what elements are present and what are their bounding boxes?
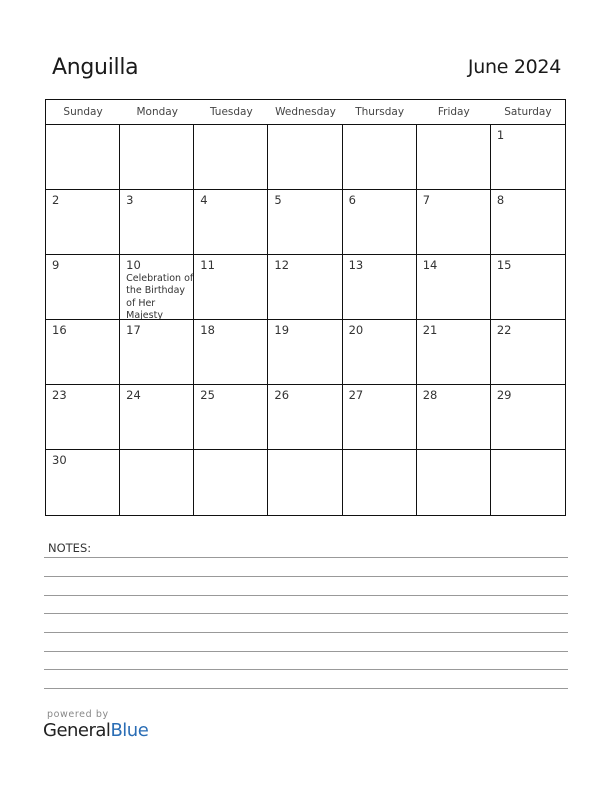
day-number: 17 [126,323,141,337]
day-cell [417,125,491,190]
brand-blue: Blue [110,720,149,741]
day-cell [343,190,417,255]
day-number: 4 [200,193,208,207]
generalblue-logo [43,720,148,741]
day-cell [120,450,194,515]
day-number: 19 [274,323,290,337]
weekday-thursday: Thursday [355,106,405,118]
day-number: 13 [348,258,364,272]
day-number: 16 [52,323,67,337]
day-number: 21 [422,323,438,337]
country-title: Anguilla [52,55,139,80]
day-cell [120,125,194,190]
day-cell [417,255,491,320]
day-number: 9 [52,258,60,272]
day-cell [491,320,565,385]
calendar-grid [45,99,566,516]
day-number: 27 [348,388,364,402]
notes-line [44,557,568,558]
day-number: 26 [274,388,290,402]
day-number: 1 [496,128,505,142]
month-year-title: June 2024 [467,56,561,78]
day-number: 22 [496,323,512,337]
day-cell [120,320,194,385]
weekday-tuesday: Tuesday [209,106,253,118]
day-number: 24 [126,388,141,402]
day-number: 8 [496,193,505,207]
day-cell [268,255,342,320]
day-cell [343,450,417,515]
day-number: 18 [200,323,215,337]
day-number: 28 [422,388,438,402]
day-cell [194,190,268,255]
holiday-event: Celebration of the Birthday of Her Majesty [126,273,194,320]
powered-by-text: powered by [47,709,109,720]
day-cell [268,450,342,515]
day-number: 7 [422,193,431,207]
day-cell [46,450,120,515]
weekday-sunday: Sunday [63,106,103,118]
day-cell [194,320,268,385]
day-number: 23 [52,388,67,402]
day-cell [417,190,491,255]
day-cell [491,190,565,255]
day-cell [491,450,565,515]
brand-general: General [43,720,111,741]
day-cell [46,385,120,450]
weekday-wednesday: Wednesday [275,106,336,118]
day-number: 5 [274,193,282,207]
day-cell [491,125,565,190]
weekday-saturday: Saturday [504,106,552,118]
day-cell [343,385,417,450]
day-cell [343,255,417,320]
notes-label: NOTES: [48,541,92,555]
day-number: 30 [52,453,67,467]
day-cell [268,385,342,450]
notes-line [44,651,568,652]
day-cell [417,320,491,385]
weekday-friday: Friday [437,106,470,118]
day-cell [194,385,268,450]
day-number: 6 [348,193,356,207]
day-cell [194,255,268,320]
day-cell [491,255,565,320]
day-cell [194,125,268,190]
day-cells [46,125,565,515]
day-cell [120,385,194,450]
day-number: 14 [422,258,438,272]
day-cell [343,320,417,385]
weekday-monday: Monday [136,106,178,118]
day-cell [46,255,120,320]
notes-line [44,669,568,670]
day-cell [46,320,120,385]
day-cell [268,320,342,385]
notes-line [44,632,568,633]
notes-line [44,595,568,596]
day-number: 10 [126,258,141,272]
day-cell [194,450,268,515]
notes-line [44,688,568,689]
day-cell [268,125,342,190]
day-number: 20 [348,323,364,337]
day-number: 3 [126,193,134,207]
day-cell [46,125,120,190]
notes-line [44,613,568,614]
day-cell [343,125,417,190]
day-number: 25 [200,388,215,402]
day-cell [120,255,194,320]
day-number: 11 [200,258,215,272]
day-cell [268,190,342,255]
weekday-header-row [46,100,565,125]
day-number: 12 [274,258,290,272]
day-cell [491,385,565,450]
day-number: 2 [52,193,60,207]
day-cell [417,450,491,515]
day-number: 15 [496,258,512,272]
day-number: 29 [496,388,512,402]
day-cell [417,385,491,450]
day-cell [120,190,194,255]
notes-line [44,576,568,577]
day-cell [46,190,120,255]
